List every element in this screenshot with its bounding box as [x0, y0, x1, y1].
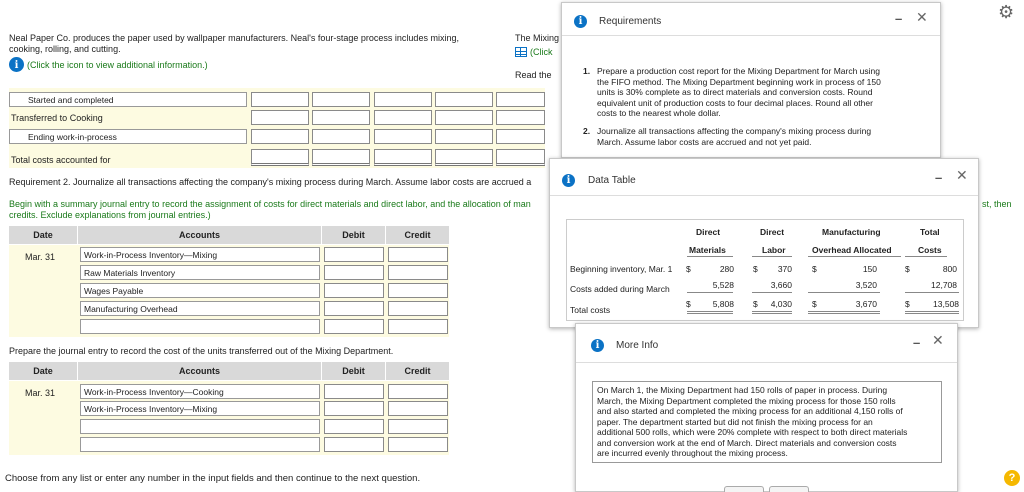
info-icon[interactable]: i	[9, 57, 24, 72]
dt-total-line	[752, 311, 792, 314]
side-read-text: Read the	[515, 70, 552, 80]
journal2-header-debit: Debit	[322, 362, 385, 380]
requirement-line: costs to the nearest whole dollar.	[597, 108, 721, 118]
dt-sum-line	[905, 292, 959, 293]
dt-cell: 13,508	[933, 299, 959, 309]
footer-instruction: Choose from any list or enter any number in the input fields and then continue to the next question.	[5, 473, 421, 484]
report-input[interactable]	[251, 129, 309, 144]
dt-currency: $	[905, 299, 910, 309]
requirement-line: units is 30% complete as to direct materials and conversion costs. Round	[597, 87, 873, 97]
requirement-line: Journalize all transactions affecting the company's mixing process during	[597, 126, 872, 136]
report-input[interactable]	[312, 129, 370, 144]
journal2-debit-input[interactable]	[324, 419, 384, 434]
dt-header-total: Total	[920, 227, 940, 237]
report-label-ending-wip: Ending work-in-process	[9, 129, 247, 144]
journal2-credit-input[interactable]	[388, 437, 448, 452]
more-info-line: On March 1, the Mixing Department had 150 rolls of paper in process. During	[597, 385, 888, 395]
journal1-credit-input[interactable]	[388, 319, 448, 334]
info-icon: i	[591, 339, 604, 352]
more-info-line: are incurred evenly throughout the mixing process.	[597, 448, 788, 458]
report-input[interactable]	[435, 92, 493, 107]
side-click-link[interactable]: (Click	[530, 47, 553, 57]
journal2-credit-input[interactable]	[388, 419, 448, 434]
minimize-button[interactable]: –	[935, 170, 943, 185]
more-info-line: paper. The department started but did not finish the mixing process for an	[597, 416, 873, 427]
dt-cell: 12,708	[931, 280, 957, 290]
dt-cell: 370	[777, 264, 792, 274]
dt-currency: $	[686, 299, 691, 309]
more-info-line: additional 500 rolls, which were 20% complete with respect to both direct materials	[597, 427, 908, 437]
journal1-date: Mar. 31	[25, 252, 56, 262]
report-input[interactable]	[496, 92, 545, 107]
problem-intro: Neal Paper Co. produces the paper used by wallpaper manufacturers. Neal's four-stage process includes mixing, cooking, rolling, and cutting.	[9, 33, 459, 54]
requirement-text	[597, 126, 933, 147]
dt-currency: $	[812, 264, 817, 274]
dt-total-line	[905, 311, 959, 314]
dt-currency: $	[753, 299, 758, 309]
dt-cell: 4,030	[770, 299, 792, 309]
dt-cell: 5,808	[712, 299, 734, 309]
report-label-started-completed: Started and completed	[9, 92, 247, 107]
side-click-row[interactable]	[515, 47, 553, 57]
journal1-account-select[interactable]: Wages Payable	[80, 283, 320, 298]
report-input[interactable]	[496, 129, 545, 144]
info-icon: i	[574, 15, 587, 28]
report-input[interactable]	[374, 92, 432, 107]
journal1-credit-input[interactable]	[388, 283, 448, 298]
report-input[interactable]	[251, 149, 309, 166]
minimize-button[interactable]: –	[895, 11, 903, 26]
dt-header-underline	[752, 256, 792, 257]
journal1-credit-input[interactable]	[388, 265, 448, 280]
report-label-transferred: Transferred to Cooking	[11, 113, 103, 123]
report-input[interactable]	[496, 149, 545, 166]
dt-total-line	[808, 311, 880, 314]
dt-row-label: Total costs	[570, 305, 611, 315]
report-input[interactable]	[435, 129, 493, 144]
report-label-total-costs: Total costs accounted for	[11, 155, 111, 165]
help-icon[interactable]: ?	[1004, 470, 1020, 486]
requirement-text	[597, 66, 933, 119]
journal1-credit-input[interactable]	[388, 301, 448, 316]
dt-sum-line	[808, 292, 880, 293]
dt-currency: $	[812, 299, 817, 309]
more-info-panel	[575, 323, 958, 492]
data-table-title: Data Table	[588, 175, 636, 186]
report-input[interactable]	[374, 149, 432, 166]
more-info-line: and conversion work at the end of March. Direct materials and conversion costs	[597, 437, 897, 448]
dt-header-moh: Overhead Allocated	[812, 245, 892, 255]
print-button[interactable]	[724, 486, 764, 492]
report-input[interactable]	[435, 110, 493, 125]
more-info-line: March, the Mixing Department completed the mixing process for those 150 rolls	[597, 395, 896, 406]
requirements-divider	[562, 35, 940, 36]
journal2-credit-input[interactable]	[388, 401, 448, 416]
dt-total-line	[687, 311, 733, 314]
report-input[interactable]	[496, 110, 545, 125]
close-button[interactable]: ✕	[932, 332, 944, 348]
requirement-line: Prepare a production cost report for the Mixing Department for March using	[597, 66, 880, 76]
done-button[interactable]	[769, 486, 809, 492]
dt-sum-line	[752, 292, 792, 293]
journal1-credit-input[interactable]	[388, 247, 448, 262]
journal1-debit-input[interactable]	[324, 301, 384, 316]
journal1-account-select[interactable]: Work-in-Process Inventory—Mixing	[80, 247, 320, 262]
journal2-debit-input[interactable]	[324, 437, 384, 452]
journal1-debit-input[interactable]	[324, 283, 384, 298]
dt-currency: $	[905, 264, 910, 274]
journal2-header-accounts: Accounts	[78, 362, 321, 380]
minimize-button[interactable]: –	[913, 335, 921, 350]
journal1-header-date: Date	[9, 226, 77, 244]
dt-header-dl: Labor	[762, 245, 786, 255]
dt-cell: 5,528	[712, 280, 734, 290]
requirement-line: equivalent unit of production costs to four decimal places. Round all other	[597, 97, 873, 108]
dt-row-label: Beginning inventory, Mar. 1	[570, 264, 673, 274]
dt-cell: 3,660	[770, 280, 792, 290]
more-info-text-box	[592, 381, 942, 463]
journal1-header-credit: Credit	[386, 226, 449, 244]
report-input[interactable]	[435, 149, 493, 166]
info-link-row[interactable]	[9, 57, 208, 72]
gear-icon[interactable]: ⚙	[998, 2, 1015, 23]
req2-heading: Requirement 2. Journalize all transactions affecting the company's mixing process during March. Assume labor costs are accrued a	[9, 177, 532, 187]
journal2-account-select[interactable]: Work-in-Process Inventory—Cooking	[80, 384, 320, 399]
req2-instruction-2: credits. Exclude explanations from journal entries.)	[9, 210, 211, 220]
requirement-num: 1.	[583, 66, 591, 76]
more-info-line: and also started and completed the mixing process for an additional 4,150 rolls of	[597, 406, 903, 416]
journal1-account-select[interactable]: Raw Materials Inventory	[80, 265, 320, 280]
dt-currency: $	[686, 264, 691, 274]
journal2-date: Mar. 31	[25, 388, 56, 398]
journal2-prompt: Prepare the journal entry to record the cost of the units transferred out of the Mixing Department.	[9, 346, 394, 356]
close-button[interactable]: ✕	[956, 167, 968, 183]
close-button[interactable]: ✕	[916, 9, 928, 25]
journal2-credit-input[interactable]	[388, 384, 448, 399]
report-input[interactable]	[374, 110, 432, 125]
report-input[interactable]	[374, 129, 432, 144]
dt-header-total: Costs	[918, 245, 942, 255]
info-link-text[interactable]: (Click the icon to view additional information.)	[27, 59, 208, 70]
dt-sum-line	[687, 292, 733, 293]
requirements-title: Requirements	[599, 16, 662, 27]
requirement-line: the FIFO method. The Mixing Department beginning work in process of 150	[597, 76, 881, 87]
dt-header-dm: Direct	[696, 227, 721, 237]
dt-row-label: Costs added during March	[570, 284, 670, 294]
journal2-header-date: Date	[9, 362, 77, 380]
dt-cell: 3,520	[855, 280, 877, 290]
report-input[interactable]	[251, 92, 309, 107]
more-info-divider	[576, 362, 957, 363]
more-info-title: More Info	[616, 340, 659, 351]
journal1-debit-input[interactable]	[324, 319, 384, 334]
dt-cell: 3,670	[855, 299, 877, 309]
data-table-divider	[550, 195, 978, 196]
journal1-debit-input[interactable]	[324, 265, 384, 280]
report-input[interactable]	[312, 92, 370, 107]
requirements-panel	[561, 2, 941, 158]
dt-header-underline	[687, 256, 733, 257]
side-mixing-text: The Mixing	[515, 33, 560, 43]
journal1-header-debit: Debit	[322, 226, 385, 244]
journal1-debit-input[interactable]	[324, 247, 384, 262]
journal2-debit-input[interactable]	[324, 401, 384, 416]
report-input[interactable]	[312, 110, 370, 125]
info-icon: i	[562, 174, 575, 187]
dt-header-moh: Manufacturing	[822, 227, 881, 237]
journal1-account-select[interactable]: Manufacturing Overhead	[80, 301, 320, 316]
journal2-account-select[interactable]	[80, 437, 320, 452]
table-icon[interactable]	[515, 47, 527, 57]
req2-clipped-text: st, then	[982, 199, 1012, 209]
req2-instruction: Begin with a summary journal entry to record the assignment of costs for direct materials and direct labor, and the allocation of man	[9, 199, 531, 209]
journal2-account-select[interactable]: Work-in-Process Inventory—Mixing	[80, 401, 320, 416]
dt-header-underline	[905, 256, 947, 257]
requirement-item-1	[583, 66, 933, 119]
dt-header-dl: Direct	[760, 227, 785, 237]
dt-cell: 800	[942, 264, 957, 274]
report-input[interactable]	[312, 149, 370, 166]
journal1-header-accounts: Accounts	[78, 226, 321, 244]
journal1-account-select[interactable]	[80, 319, 320, 334]
requirement-num: 2.	[583, 126, 591, 136]
requirement-item-2	[583, 126, 933, 147]
dt-cell: 150	[862, 264, 877, 274]
report-input[interactable]	[251, 110, 309, 125]
requirement-line: March. Assume labor costs are accrued and not yet paid.	[597, 136, 812, 147]
dt-header-dm: Materials	[689, 245, 726, 255]
dt-header-underline	[808, 256, 901, 257]
journal2-debit-input[interactable]	[324, 384, 384, 399]
dt-cell: 280	[719, 264, 734, 274]
journal2-account-select[interactable]	[80, 419, 320, 434]
journal2-header-credit: Credit	[386, 362, 449, 380]
dt-currency: $	[753, 264, 758, 274]
